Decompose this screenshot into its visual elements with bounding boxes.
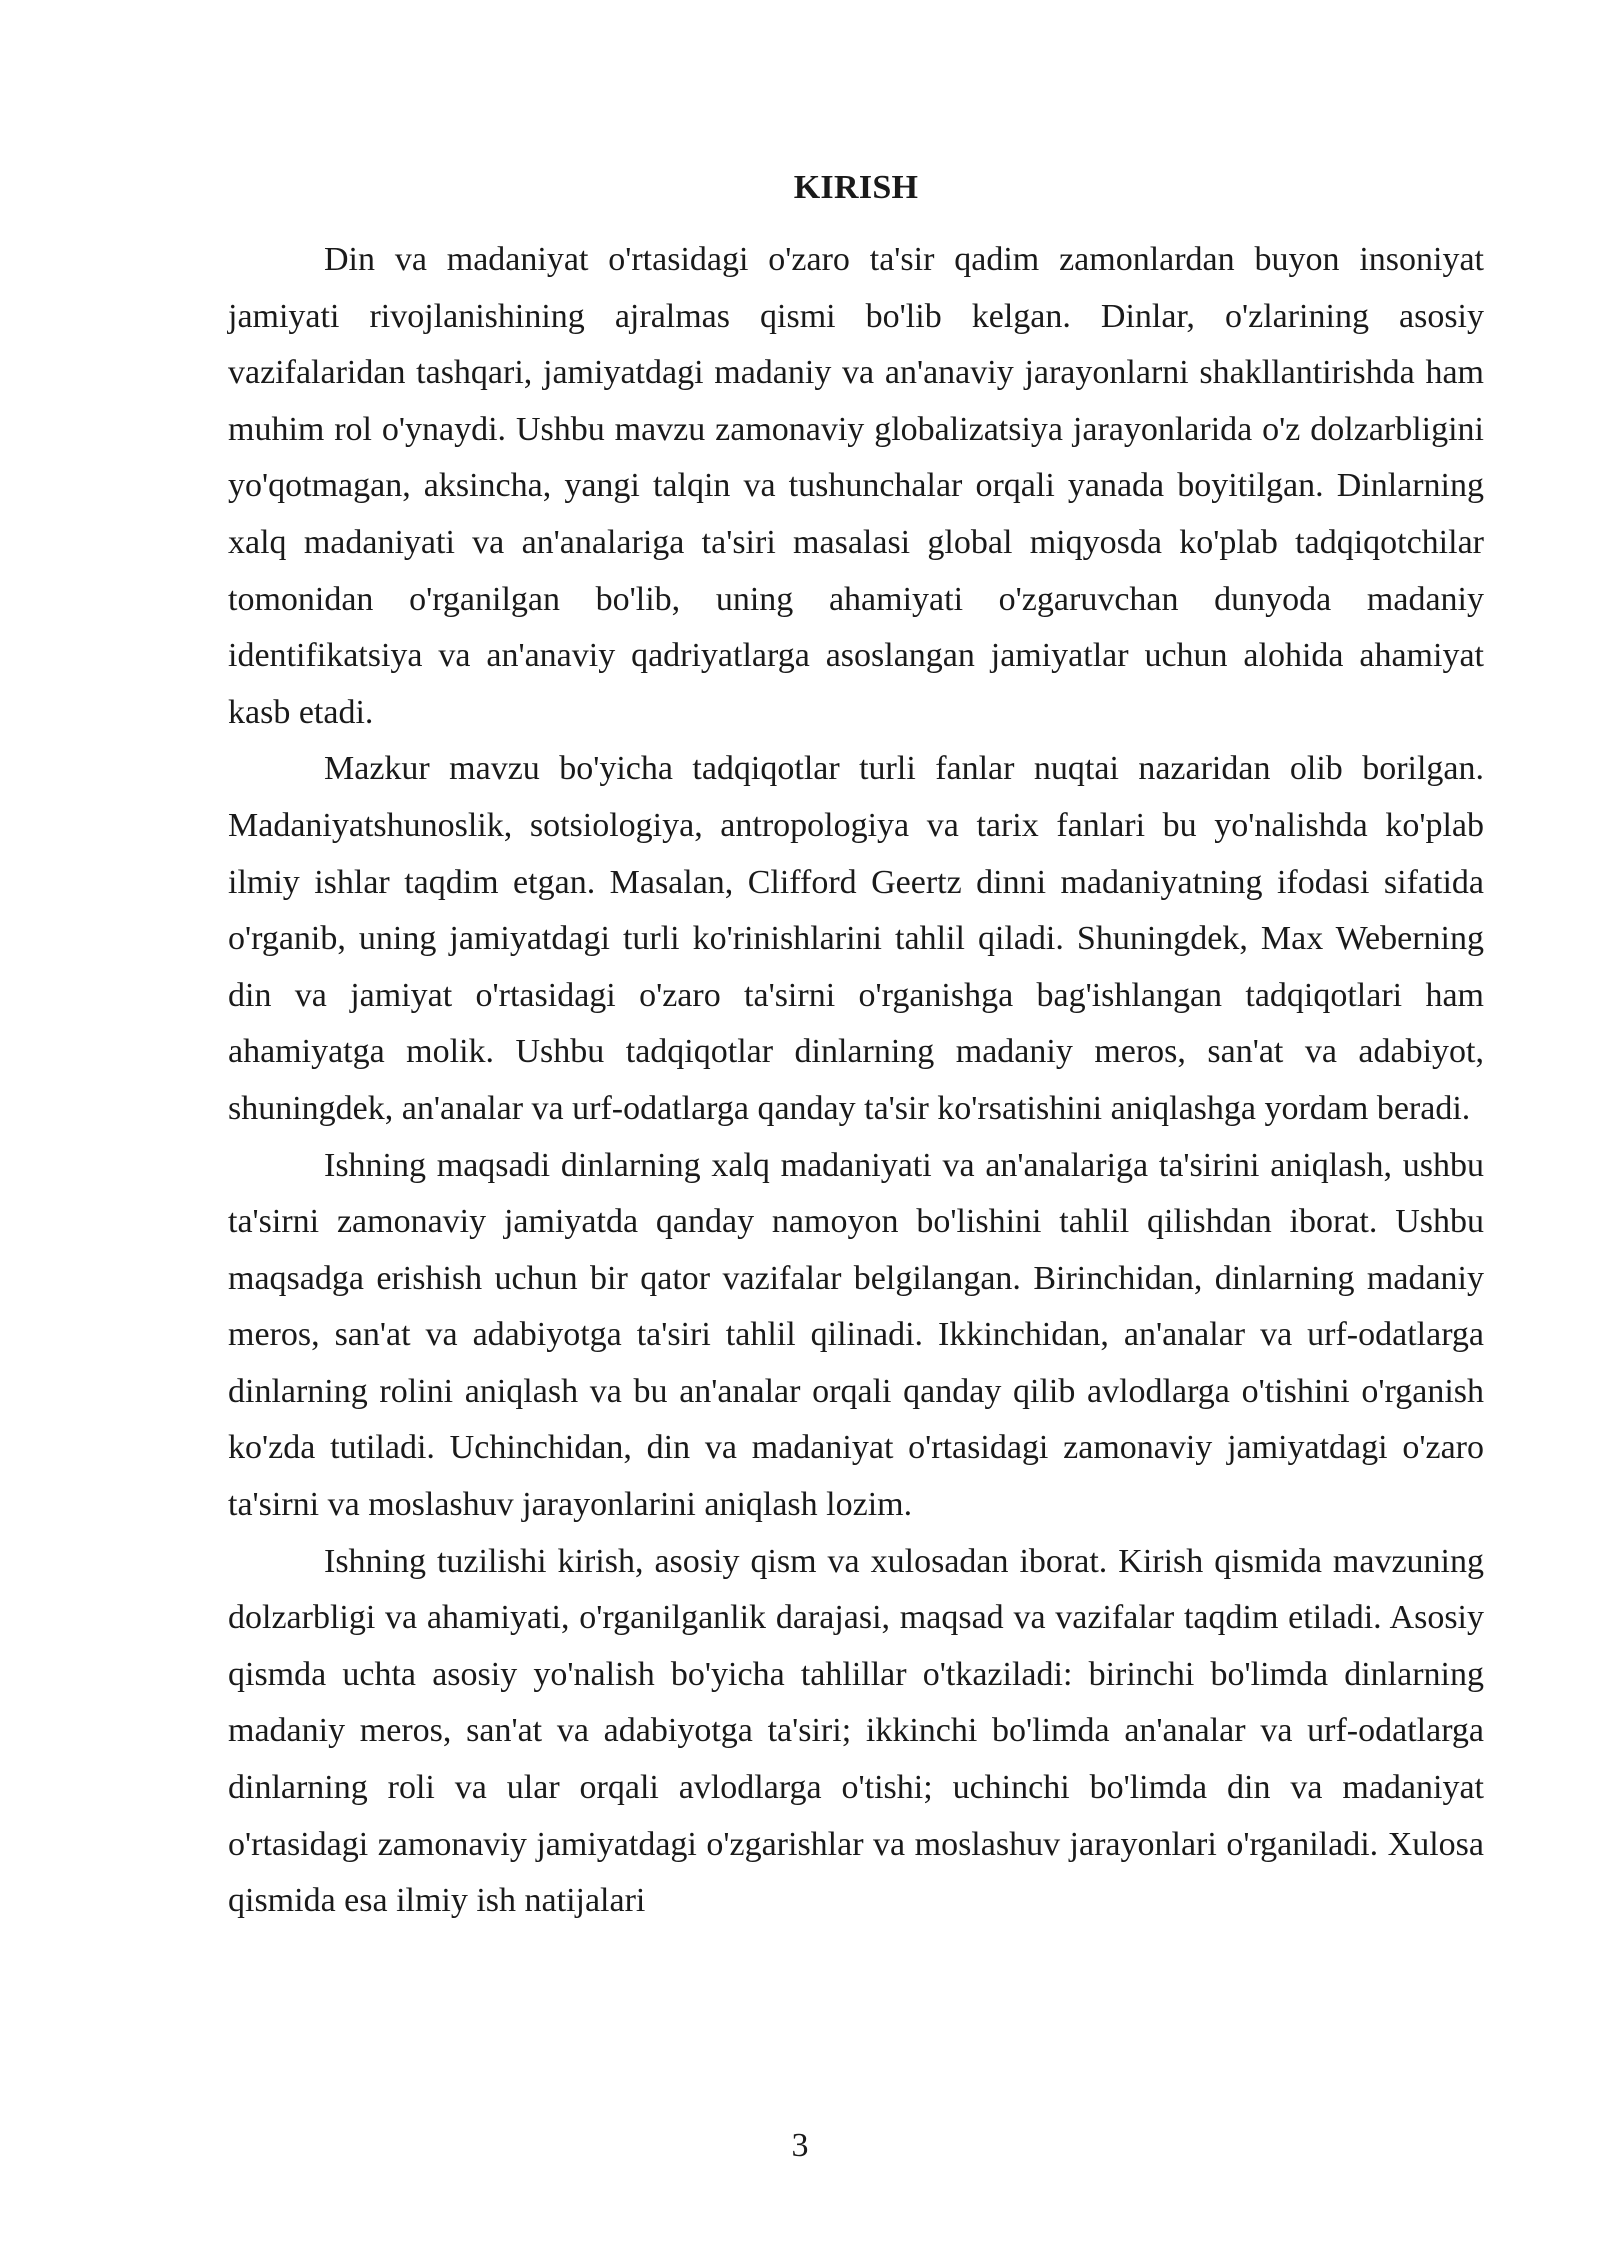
paragraph-goals: Ishning maqsadi dinlarning xalq madaniyati va an'analariga ta'sirini aniqlash, ushbu ta'sirni zamonaviy jamiyatda qanday namoyon bo'lishini tahlil qilishdan iborat. Ushbu maqsadga erishish uchun bir qator vazifalar belgilangan. Birinchidan, dinlarning madaniy meros, san'at va adabiyotga ta'siri tahlil qilinadi. Ikkinchidan, an'analar va urf-odatlarga dinlarning rolini aniqlash va bu an'analar orqali qanday qilib avlodlarga o'tishini o'rganish ko'zda tutiladi. Uchinchidan, din va madaniyat o'rtasidagi zamonaviy jamiyatdagi o'zaro ta'sirni va moslashuv jarayonlarini aniqlash lozim. bbox=[228, 1146, 1484, 1524]
section-title: KIRISH bbox=[793, 169, 919, 206]
document-page bbox=[228, 160, 1484, 1930]
paragraph-relevance: Din va madaniyat o'rtasidagi o'zaro ta'sir qadim zamonlardan buyon insoniyat jamiyati rivojlanishining ajralmas qismi bo'lib kelgan. Dinlar, o'zlarining asosiy vazifalaridan tashqari, jamiyatdagi madaniy va an'anaviy jarayonlarni shakllantirishda ham muhim rol o'ynaydi. Ushbu mavzu zamonaviy globalizatsiya jarayonlarida o'z dolzarbligini yo'qotmagan, aksincha, yangi talqin va tushunchalar orqali yanada boyitilgan. Dinlarning xalq madaniyati va an'analariga ta'siri masalasi global miqyosda ko'plab tadqiqotchilar tomonidan o'rganilgan bo'lib, uning ahamiyati o'zgaruvchan dunyoda madaniy identifikatsiya va an'anaviy qadriyatlarga asoslangan jamiyatlar uchun alohida ahamiyat kasb etadi. bbox=[228, 241, 1484, 731]
paragraph-structure: Ishning tuzilishi kirish, asosiy qism va xulosadan iborat. Kirish qismida mavzuning dolzarbligi va ahamiyati, o'rganilganlik darajasi, maqsad va vazifalar taqdim etiladi. Asosiy qismda uchta asosiy yo'nalish bo'yicha tahlillar o'tkaziladi: birinchi bo'limda dinlarning madaniy meros, san'at va adabiyotga ta'siri; ikkinchi bo'limda an'analar va urf-odatlarga dinlarning roli va ular orqali avlodlarga o'tishi; uchinchi bo'limda din va madaniyat o'rtasidagi zamonaviy jamiyatdagi o'zgarishlar va moslashuv jarayonlari o'rganiladi. Xulosa qismida esa ilmiy ish natijalari bbox=[228, 1542, 1484, 1920]
page-number: 3 bbox=[791, 2127, 809, 2164]
paragraph-literature-review: Mazkur mavzu bo'yicha tadqiqotlar turli fanlar nuqtai nazaridan olib borilgan. Madaniyatshunoslik, sotsiologiya, antropologiya va tarix fanlari bu yo'nalishda ko'plab ilmiy ishlar taqdim etgan. Masalan, Clifford Geertz dinni madaniyatning ifodasi sifatida o'rganib, uning jamiyatdagi turli ko'rinishlarini tahlil qiladi. Shuningdek, Max Weberning din va jamiyat o'rtasidagi o'zaro ta'sirni o'rganishga bag'ishlangan tadqiqotlari ham ahamiyatga molik. Ushbu tadqiqotlar dinlarning madaniy meros, san'at va adabiyot, shuningdek, an'analar va urf-odatlarga qanday ta'sir ko'rsatishini aniqlashga yordam beradi. bbox=[228, 750, 1484, 1127]
